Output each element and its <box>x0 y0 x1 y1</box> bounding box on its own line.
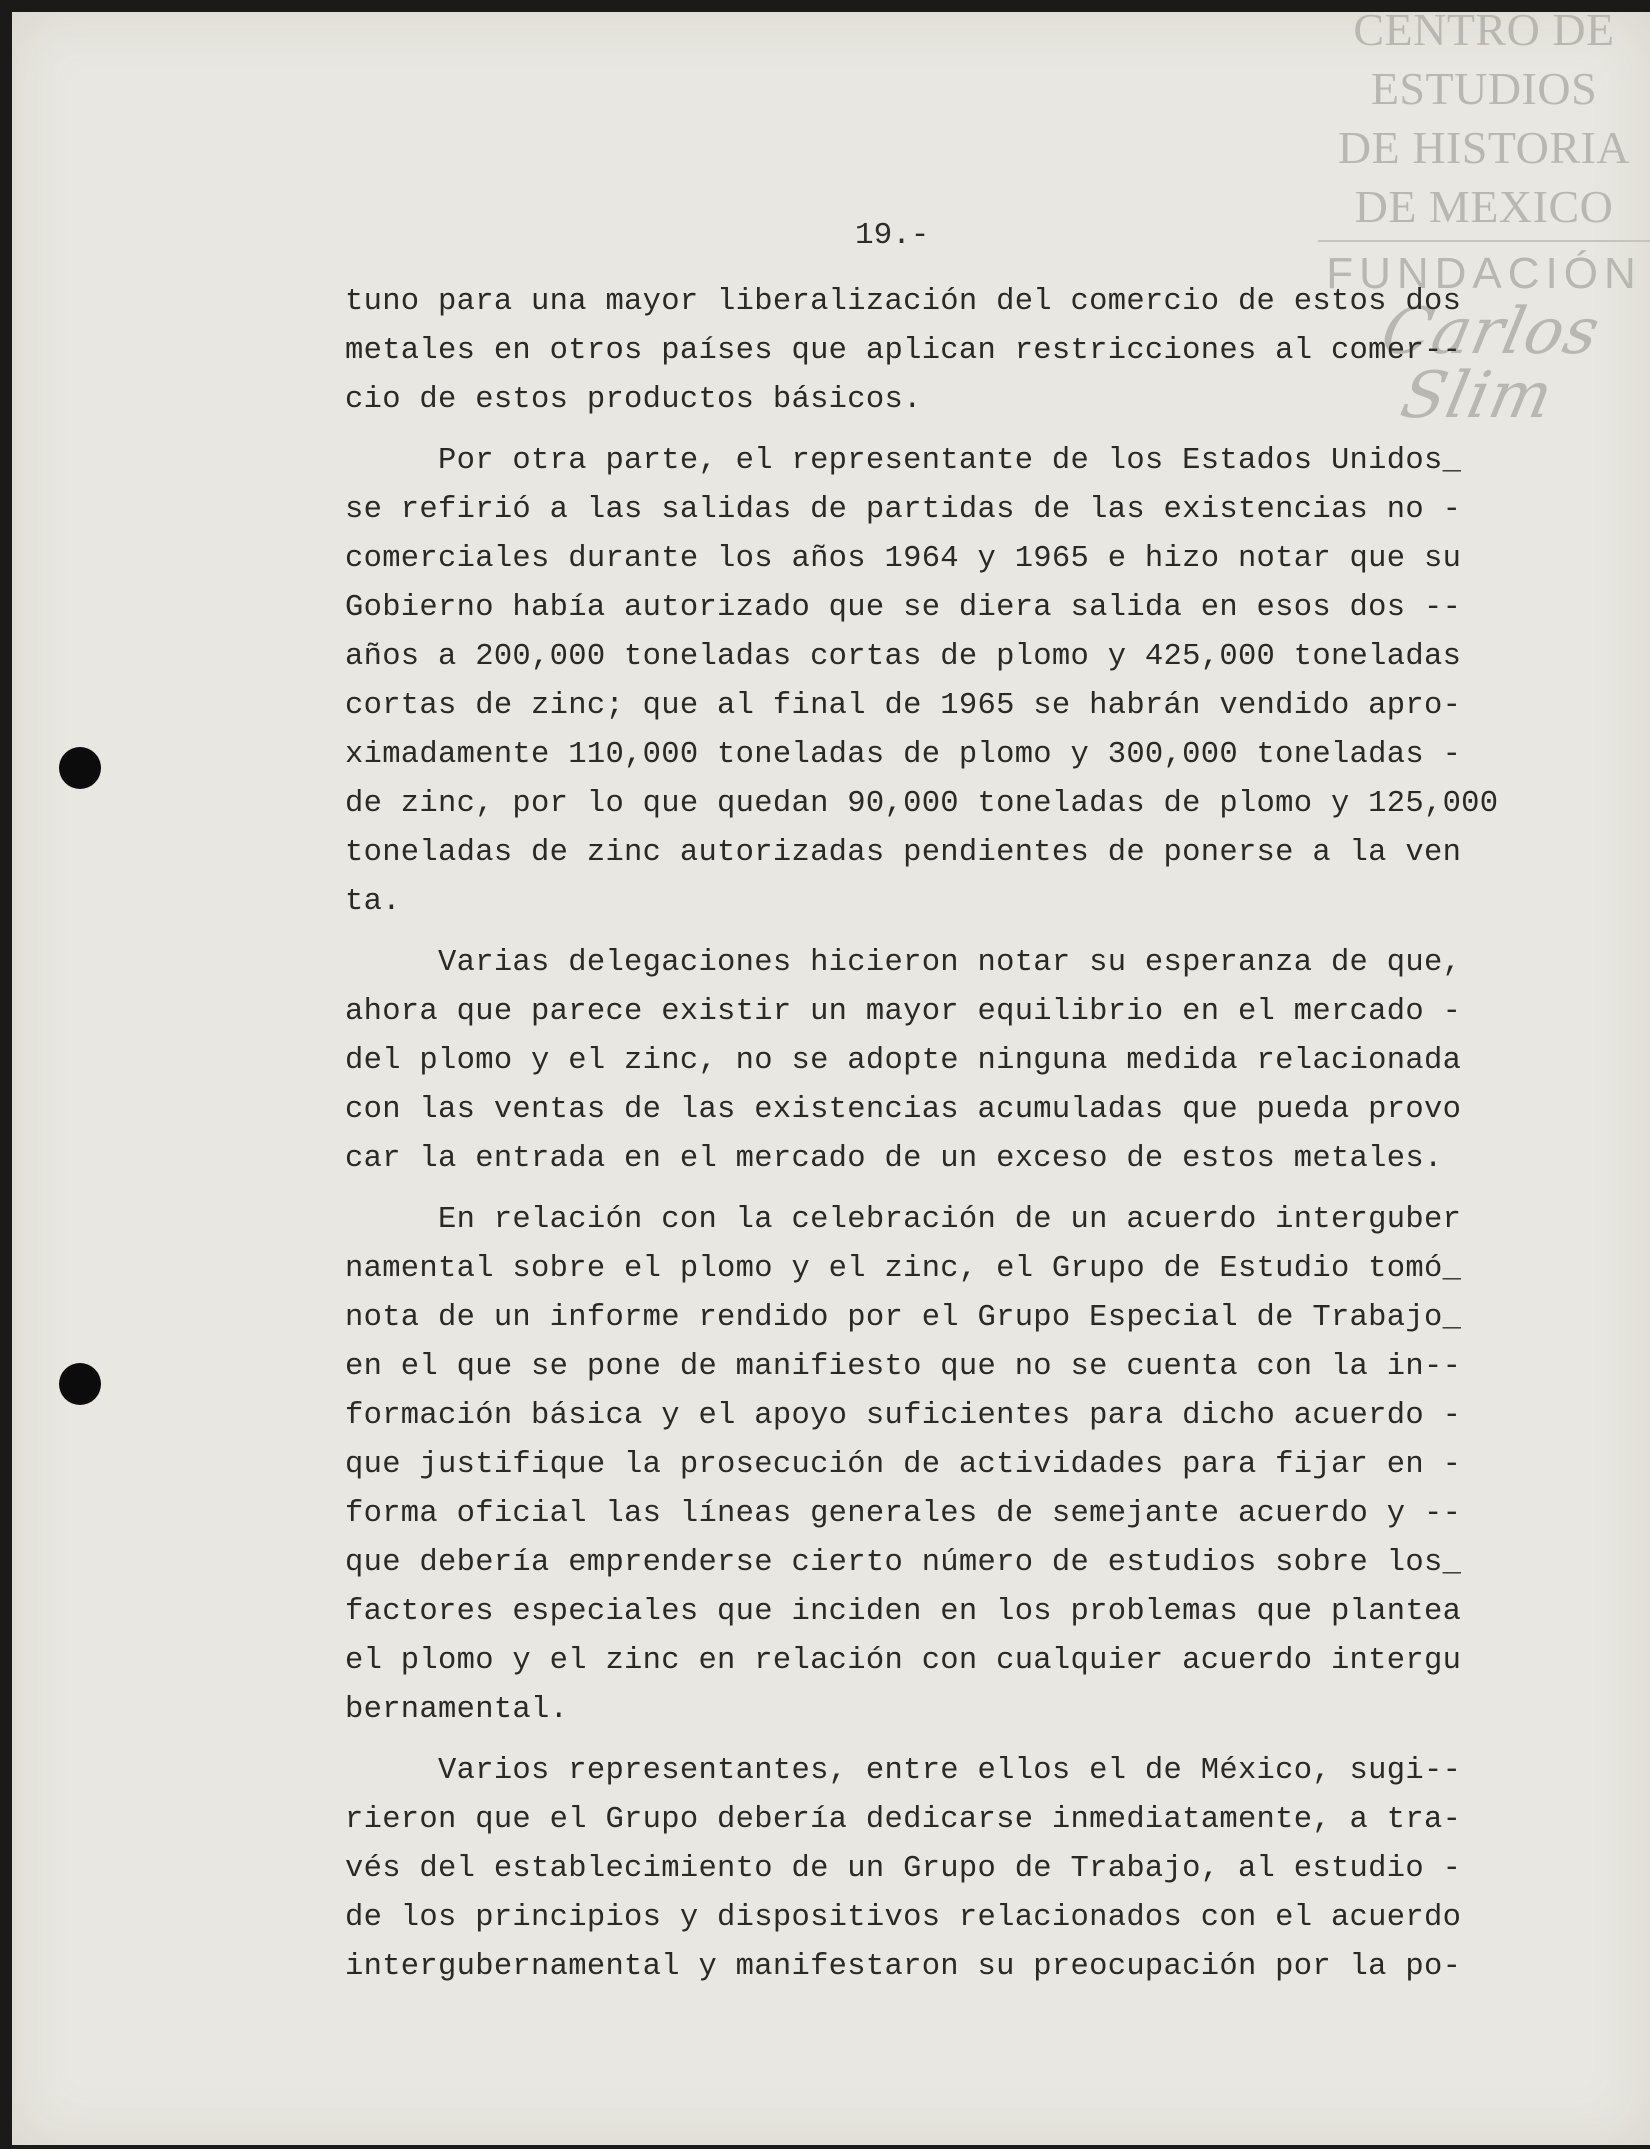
text-line: vés del establecimiento de un Grupo de Trabajo, al estudio - <box>345 1852 1462 1886</box>
text-line: metales en otros países que aplican restricciones al comer-- <box>345 334 1462 368</box>
paragraph <box>345 1196 1498 1735</box>
punch-hole <box>59 1363 101 1405</box>
text-line: ximadamente 110,000 toneladas de plomo y 300,000 toneladas - <box>345 738 1462 772</box>
paragraph <box>345 278 1498 425</box>
text-line: toneladas de zinc autorizadas pendientes de ponerse a la ven <box>345 836 1462 870</box>
text-line: factores especiales que inciden en los problemas que plantea <box>345 1595 1462 1629</box>
text-line: forma oficial las líneas generales de semejante acuerdo y -- <box>345 1497 1462 1531</box>
page-number: 19.- <box>855 218 930 253</box>
text-line: del plomo y el zinc, no se adopte ninguna medida relacionada <box>345 1044 1462 1078</box>
text-line: en el que se pone de manifiesto que no se cuenta con la in-- <box>345 1350 1462 1384</box>
text-line: de los principios y dispositivos relacionados con el acuerdo <box>345 1901 1462 1935</box>
text-line: nota de un informe rendido por el Grupo Especial de Trabajo_ <box>345 1301 1462 1335</box>
text-line: se refirió a las salidas de partidas de las existencias no - <box>345 493 1462 527</box>
watermark-line: DE MEXICO <box>1354 181 1614 232</box>
text-line: años a 200,000 toneladas cortas de plomo y 425,000 toneladas <box>345 640 1462 674</box>
text-line: Varias delegaciones hicieron notar su esperanza de que, <box>345 946 1462 980</box>
text-line: Varios representantes, entre ellos el de México, sugi-- <box>345 1754 1462 1788</box>
watermark-divider <box>1318 240 1650 242</box>
punch-hole <box>59 747 101 789</box>
body-text <box>345 278 1498 1992</box>
text-line: de zinc, por lo que quedan 90,000 toneladas de plomo y 125,000 <box>345 787 1499 821</box>
text-line: intergubernamental y manifestaron su preocupación por la po- <box>345 1950 1462 1984</box>
text-line: con las ventas de las existencias acumuladas que pueda provo <box>345 1093 1462 1127</box>
text-line: Por otra parte, el representante de los Estados Unidos_ <box>345 444 1462 478</box>
watermark-line: DE HISTORIA <box>1337 122 1631 173</box>
text-line: que debería emprenderse cierto número de estudios sobre los_ <box>345 1546 1462 1580</box>
text-line: cortas de zinc; que al final de 1965 se habrán vendido apro- <box>345 689 1462 723</box>
watermark-line: ESTUDIOS <box>1370 63 1598 114</box>
text-line: ahora que parece existir un mayor equilibrio en el mercado - <box>345 995 1462 1029</box>
text-line: namental sobre el plomo y el zinc, el Grupo de Estudio tomó_ <box>345 1252 1462 1286</box>
watermark-signature: Carlos Slim <box>1375 295 1607 433</box>
text-line: bernamental. <box>345 1693 569 1727</box>
text-line: rieron que el Grupo debería dedicarse inmediatamente, a tra- <box>345 1803 1462 1837</box>
text-line: cio de estos productos básicos. <box>345 383 922 417</box>
text-line: Gobierno había autorizado que se diera salida en esos dos -- <box>345 591 1462 625</box>
text-line: tuno para una mayor liberalización del comercio de estos dos <box>345 285 1462 319</box>
paragraph <box>345 1747 1498 1992</box>
text-line: comerciales durante los años 1964 y 1965 e hizo notar que su <box>345 542 1462 576</box>
text-line: En relación con la celebración de un acuerdo interguber <box>345 1203 1462 1237</box>
text-line: formación básica y el apoyo suficientes para dicho acuerdo - <box>345 1399 1462 1433</box>
text-line: car la entrada en el mercado de un exceso de estos metales. <box>345 1142 1443 1176</box>
paragraph <box>345 939 1498 1184</box>
watermark-line: CENTRO DE <box>1353 4 1615 55</box>
paragraph <box>345 437 1498 927</box>
text-line: el plomo y el zinc en relación con cualquier acuerdo intergu <box>345 1644 1462 1678</box>
text-line: que justifique la prosecución de actividades para fijar en - <box>345 1448 1462 1482</box>
text-line: ta. <box>345 885 401 919</box>
watermark-foundation: FUNDACIÓN <box>1326 249 1642 298</box>
